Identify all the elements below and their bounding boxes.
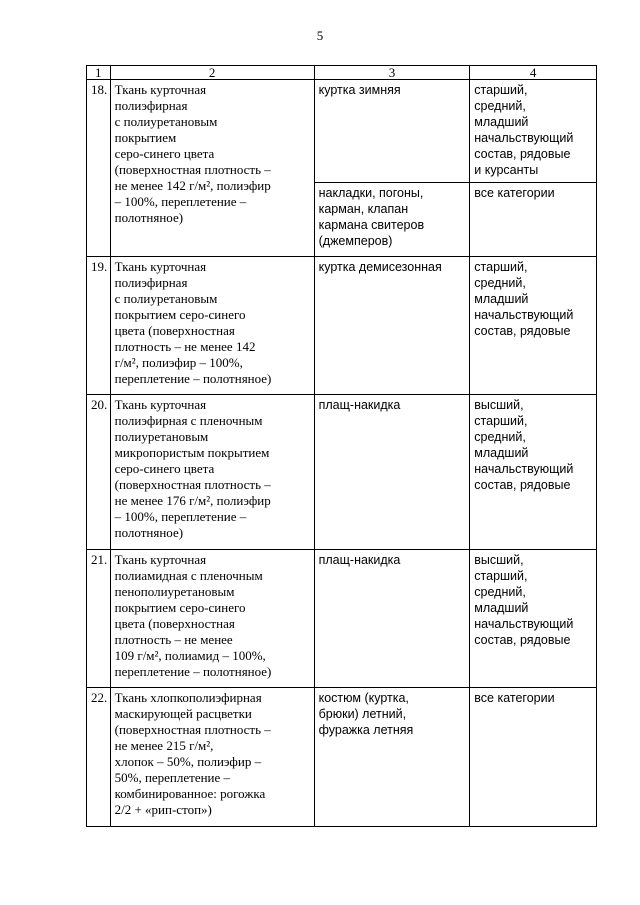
column-header: 4 xyxy=(470,66,597,80)
material-description: Ткань курточная полиэфирная с пленочным полиуретановым микропористым покрытием серо-синего цвета (поверхностная плотность – не менее 176 г/м², полиэфир – 100%, переплетение – полотняное) xyxy=(110,395,314,550)
column-header: 2 xyxy=(110,66,314,80)
item-name: плащ-накидка xyxy=(314,395,470,550)
row-number: 22. xyxy=(87,688,111,827)
row-number: 19. xyxy=(87,257,111,395)
category: высший, старший, средний, младший начальствующий состав, рядовые xyxy=(470,395,597,550)
category: все категории xyxy=(470,688,597,827)
category: все категории xyxy=(470,183,597,257)
table-row xyxy=(87,550,597,688)
item-name: куртка демисезонная xyxy=(314,257,470,395)
material-description: Ткань курточная полиэфирная с полиуретановым покрытием серо-синего цвета (поверхностная плотность – не менее 142 г/м², полиэфир – 100%, переплетение – полотняное) xyxy=(110,257,314,395)
table-row xyxy=(87,80,597,183)
category: старший, средний, младший начальствующий состав, рядовые и курсанты xyxy=(470,80,597,183)
item-name: плащ-накидка xyxy=(314,550,470,688)
row-number: 20. xyxy=(87,395,111,550)
table-row xyxy=(87,395,597,550)
items-table xyxy=(86,65,597,827)
row-number: 18. xyxy=(87,80,111,257)
table-row xyxy=(87,688,597,827)
table-header-row xyxy=(87,66,597,80)
item-name: куртка зимняя xyxy=(314,80,470,183)
material-description: Ткань курточная полиамидная с пленочным пенополиуретановым покрытием серо-синего цвета (поверхностная плотность – не менее 109 г/м², полиамид – 100%, переплетение – полотняное) xyxy=(110,550,314,688)
category: старший, средний, младший начальствующий состав, рядовые xyxy=(470,257,597,395)
item-name: костюм (куртка, брюки) летний, фуражка летняя xyxy=(314,688,470,827)
material-description: Ткань курточная полиэфирная с полиуретановым покрытием серо-синего цвета (поверхностная плотность – не менее 142 г/м², полиэфир – 100%, переплетение – полотняное) xyxy=(110,80,314,257)
page-number: 5 xyxy=(316,28,324,43)
table-row xyxy=(87,257,597,395)
item-name: накладки, погоны, карман, клапан кармана свитеров (джемперов) xyxy=(314,183,470,257)
row-number: 21. xyxy=(87,550,111,688)
column-header: 3 xyxy=(314,66,470,80)
category: высший, старший, средний, младший начальствующий состав, рядовые xyxy=(470,550,597,688)
material-description: Ткань хлопкополиэфирная маскирующей расцветки (поверхностная плотность – не менее 215 г/м², хлопок – 50%, полиэфир – 50%, переплетение – комбинированное: рогожка 2/2 + «рип-стоп») xyxy=(110,688,314,827)
column-header: 1 xyxy=(87,66,111,80)
